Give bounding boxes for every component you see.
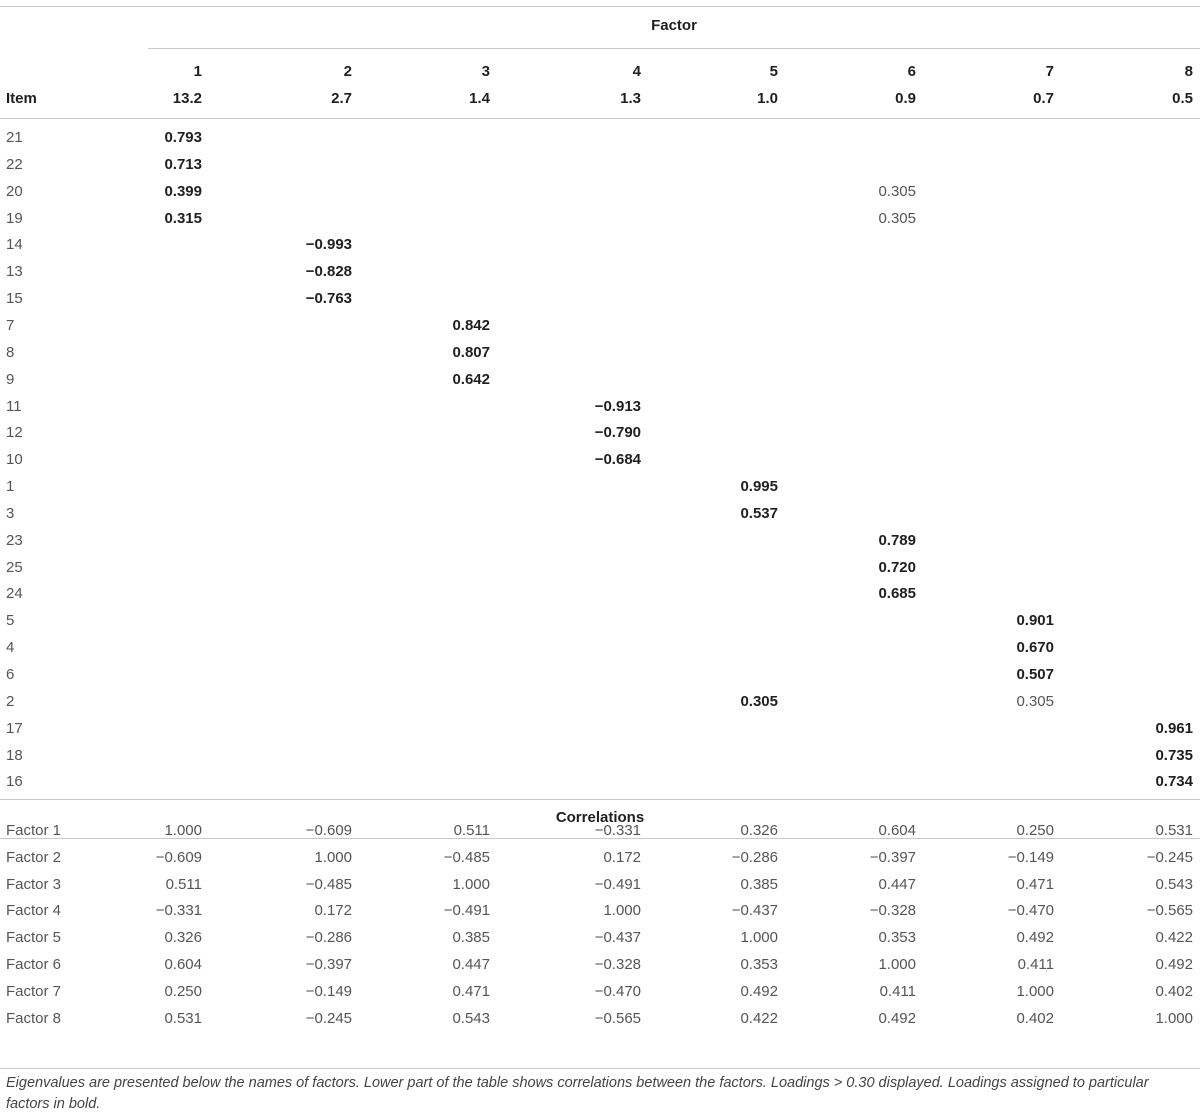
loading-value-assigned: 0.507	[1016, 666, 1054, 683]
correlation-value: 1.000	[164, 822, 202, 839]
factor-number: 2	[343, 63, 352, 80]
factor-subrule	[148, 48, 1200, 49]
bottom-rule	[0, 1068, 1200, 1069]
item-label: 20	[6, 183, 23, 200]
item-label: 10	[6, 451, 23, 468]
loading-value: 0.305	[878, 183, 916, 200]
correlation-value: 0.385	[740, 876, 778, 893]
loading-value-assigned: 0.720	[878, 559, 916, 576]
loading-value-assigned: −0.684	[594, 451, 641, 468]
loading-value-assigned: 0.315	[164, 210, 202, 227]
correlation-value: −0.397	[305, 956, 352, 973]
loading-value-assigned: 0.713	[164, 156, 202, 173]
correlation-value: −0.397	[869, 849, 916, 866]
correlation-value: 1.000	[1155, 1010, 1193, 1027]
correlation-value: 0.172	[314, 902, 352, 919]
correlation-row-label: Factor 5	[6, 929, 62, 946]
correlation-row-label: Factor 1	[6, 822, 62, 839]
loading-value-assigned: 0.995	[740, 478, 778, 495]
loading-value-assigned: 0.807	[452, 344, 490, 361]
correlation-row-label: Factor 4	[6, 902, 62, 919]
correlation-value: −0.245	[1146, 849, 1193, 866]
correlation-value: 1.000	[452, 876, 490, 893]
item-label: 9	[6, 371, 15, 388]
loading-value-assigned: 0.901	[1016, 612, 1054, 629]
item-header: Item	[6, 90, 37, 107]
item-label: 6	[6, 666, 15, 683]
factor-eigenvalue: 1.4	[469, 90, 490, 107]
correlations-title: Correlations	[555, 809, 645, 826]
factor-eigenvalue: 0.7	[1033, 90, 1054, 107]
correlation-value: −0.609	[305, 822, 352, 839]
correlation-value: −0.491	[443, 902, 490, 919]
correlation-value: 0.531	[164, 1010, 202, 1027]
item-label: 8	[6, 344, 15, 361]
correlation-value: −0.485	[305, 876, 352, 893]
correlation-value: 0.250	[164, 983, 202, 1000]
factor-number: 6	[907, 63, 916, 80]
loading-value-assigned: 0.793	[164, 129, 202, 146]
item-label: 21	[6, 129, 23, 146]
correlation-value: −0.485	[443, 849, 490, 866]
factor-eigenvalue: 1.3	[620, 90, 641, 107]
correlation-value: −0.491	[594, 876, 641, 893]
correlation-value: 0.326	[740, 822, 778, 839]
correlation-value: 0.353	[740, 956, 778, 973]
correlation-value: 0.511	[453, 822, 490, 839]
correlation-value: 0.353	[878, 929, 916, 946]
loading-value-assigned: 0.642	[452, 371, 490, 388]
loading-value-assigned: 0.670	[1016, 639, 1054, 656]
item-label: 7	[6, 317, 15, 334]
correlation-row-label: Factor 2	[6, 849, 62, 866]
correlation-row-label: Factor 3	[6, 876, 62, 893]
table-footnote: Eigenvalues are presented below the names of factors. Lower part of the table shows correlations between the factors. Loadings > 0.30 displayed. Loadings assigned to particular factors in bold.	[6, 1075, 1149, 1112]
item-label: 5	[6, 612, 15, 629]
item-label: 19	[6, 210, 23, 227]
factor-header: Factor	[651, 17, 697, 34]
loadings-end-rule	[0, 799, 1200, 800]
loading-value-assigned: −0.993	[305, 236, 352, 253]
correlation-value: 1.000	[878, 956, 916, 973]
factor-number: 5	[769, 63, 778, 80]
correlation-value: −0.470	[1007, 902, 1054, 919]
correlation-value: 1.000	[314, 849, 352, 866]
top-rule	[0, 6, 1200, 7]
correlation-row-label: Factor 8	[6, 1010, 62, 1027]
correlation-value: 0.471	[452, 983, 490, 1000]
item-label: 22	[6, 156, 23, 173]
loading-value-assigned: −0.913	[594, 398, 641, 415]
correlation-value: 0.531	[1155, 822, 1193, 839]
loading-value-assigned: −0.763	[305, 290, 352, 307]
correlation-value: −0.149	[1007, 849, 1054, 866]
loading-value-assigned: 0.305	[740, 693, 778, 710]
item-label: 12	[6, 424, 23, 441]
loading-value-assigned: 0.537	[740, 505, 778, 522]
factor-eigenvalue: 0.9	[895, 90, 916, 107]
factor-number: 8	[1184, 63, 1193, 80]
correlation-value: −0.437	[731, 902, 778, 919]
correlation-value: −0.331	[594, 822, 641, 839]
correlation-value: −0.149	[305, 983, 352, 1000]
factor-eigenvalue: 0.5	[1172, 90, 1193, 107]
item-label: 2	[6, 693, 15, 710]
correlation-value: 0.422	[1155, 929, 1193, 946]
correlation-value: 0.604	[878, 822, 916, 839]
correlation-value: −0.245	[305, 1010, 352, 1027]
correlation-value: −0.565	[1146, 902, 1193, 919]
loading-value-assigned: 0.842	[452, 317, 490, 334]
correlation-value: 0.492	[1155, 956, 1193, 973]
correlation-value: 1.000	[1016, 983, 1054, 1000]
correlation-value: 0.411	[1017, 956, 1054, 973]
item-label: 25	[6, 559, 23, 576]
correlation-value: 0.447	[878, 876, 916, 893]
loading-value: 0.305	[878, 210, 916, 227]
correlation-value: 0.492	[740, 983, 778, 1000]
correlation-value: 0.543	[452, 1010, 490, 1027]
correlation-value: −0.609	[155, 849, 202, 866]
loading-value-assigned: 0.734	[1155, 773, 1193, 790]
loading-value-assigned: 0.789	[878, 532, 916, 549]
correlation-value: 0.604	[164, 956, 202, 973]
item-label: 23	[6, 532, 23, 549]
factor-number: 4	[632, 63, 641, 80]
item-label: 1	[6, 478, 15, 495]
item-label: 17	[6, 720, 23, 737]
correlation-value: −0.286	[731, 849, 778, 866]
correlation-value: 0.471	[1016, 876, 1054, 893]
factor-number: 3	[481, 63, 490, 80]
correlation-value: 1.000	[603, 902, 641, 919]
factor-eigenvalue: 13.2	[172, 90, 202, 107]
correlation-value: 0.543	[1155, 876, 1193, 893]
correlation-value: −0.470	[594, 983, 641, 1000]
correlation-value: 0.402	[1155, 983, 1193, 1000]
item-label: 18	[6, 747, 23, 764]
correlation-value: 0.411	[879, 983, 916, 1000]
item-label: 15	[6, 290, 23, 307]
correlation-value: −0.328	[594, 956, 641, 973]
item-label: 13	[6, 263, 23, 280]
correlation-value: −0.565	[594, 1010, 641, 1027]
factor-number: 7	[1045, 63, 1054, 80]
loading-value-assigned: −0.828	[305, 263, 352, 280]
factor-eigenvalue: 1.0	[757, 90, 778, 107]
correlation-value: 0.447	[452, 956, 490, 973]
correlation-value: 0.402	[1016, 1010, 1054, 1027]
correlation-value: −0.328	[869, 902, 916, 919]
item-label: 16	[6, 773, 23, 790]
correlation-value: 0.492	[1016, 929, 1054, 946]
correlation-value: 0.422	[740, 1010, 778, 1027]
factor-number: 1	[193, 63, 202, 80]
correlation-value: −0.331	[155, 902, 202, 919]
correlation-value: 0.492	[878, 1010, 916, 1027]
item-label: 14	[6, 236, 23, 253]
header-rule	[0, 118, 1200, 119]
item-label: 24	[6, 585, 23, 602]
correlation-value: −0.437	[594, 929, 641, 946]
correlation-value: 0.511	[165, 876, 202, 893]
correlation-value: 0.385	[452, 929, 490, 946]
correlation-value: 0.326	[164, 929, 202, 946]
factor-eigenvalue: 2.7	[331, 90, 352, 107]
correlation-value: 0.172	[603, 849, 641, 866]
loading-value-assigned: 0.735	[1155, 747, 1193, 764]
correlation-row-label: Factor 6	[6, 956, 62, 973]
item-label: 11	[6, 398, 22, 415]
correlation-value: 1.000	[740, 929, 778, 946]
item-label: 4	[6, 639, 15, 656]
item-label: 3	[6, 505, 15, 522]
correlation-row-label: Factor 7	[6, 983, 62, 1000]
correlation-value: −0.286	[305, 929, 352, 946]
loading-value-assigned: 0.685	[878, 585, 916, 602]
loading-value-assigned: 0.399	[164, 183, 202, 200]
correlation-value: 0.250	[1016, 822, 1054, 839]
loading-value-assigned: −0.790	[594, 424, 641, 441]
loading-value-assigned: 0.961	[1155, 720, 1193, 737]
loading-value: 0.305	[1016, 693, 1054, 710]
